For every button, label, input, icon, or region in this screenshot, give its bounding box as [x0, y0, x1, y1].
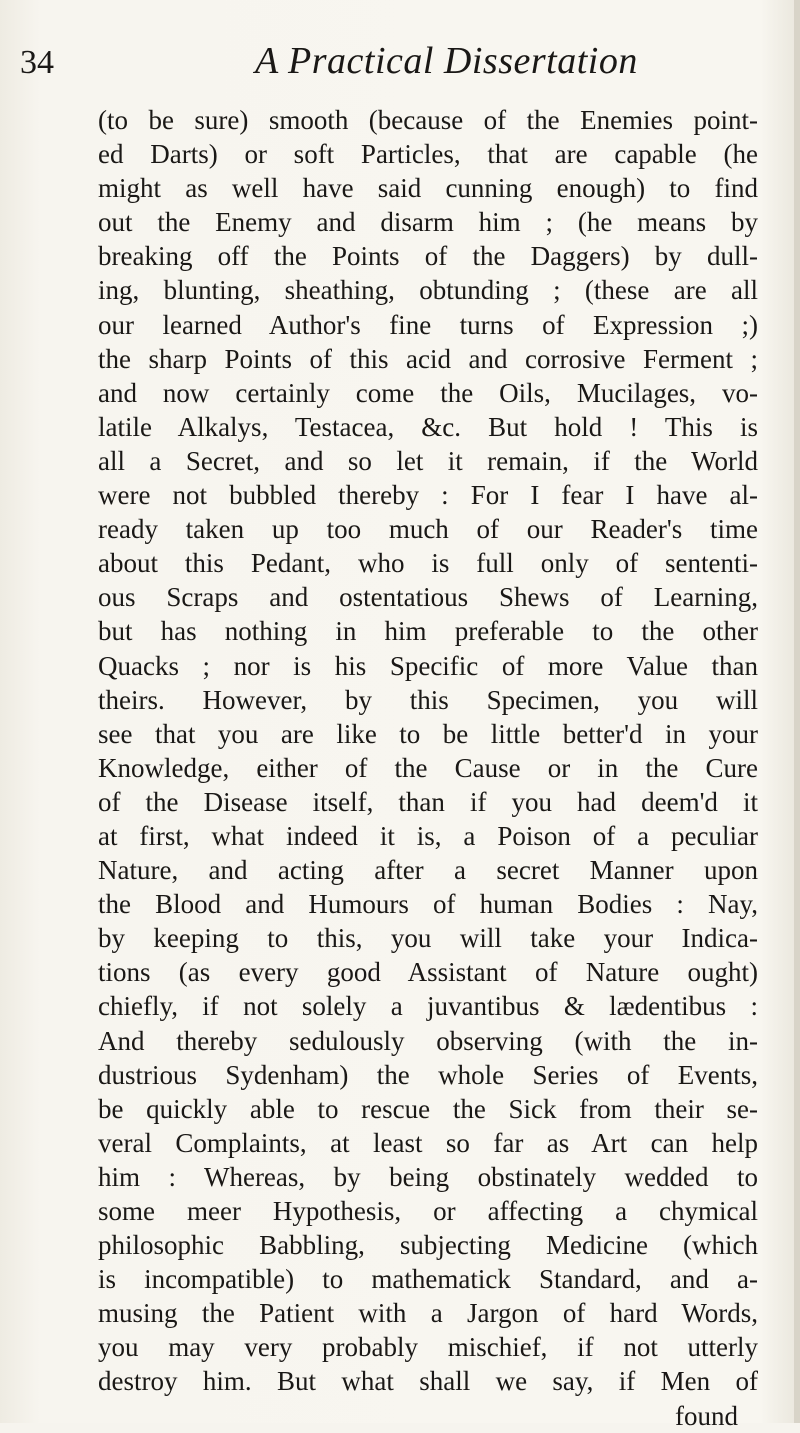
text-line: and now certainly come the Oils, Mucilages, vo-	[98, 377, 758, 408]
text-line: chiefly, if not solely a juvantibus & lædentibus :	[98, 991, 758, 1022]
text-line: tions (as every good Assistant of Nature ought)	[98, 957, 758, 988]
text-line: And thereby sedulously observing (with the in-	[98, 1025, 758, 1056]
page-edge	[794, 0, 800, 1423]
text-line: might as well have said cunning enough) to find	[98, 173, 758, 204]
text-line: the sharp Points of this acid and corrosive Ferment ;	[98, 343, 758, 374]
text-line: ing, blunting, sheathing, obtunding ; (these are all	[98, 275, 758, 306]
text-line: you may very probably mischief, if not utterly	[98, 1332, 758, 1363]
text-line: by keeping to this, you will take your Indica-	[98, 923, 758, 954]
text-line: our learned Author's fine turns of Expression ;)	[98, 309, 758, 340]
text-line: see that you are like to be little better'd in your	[98, 718, 758, 749]
text-line: latile Alkalys, Testacea, &c. But hold ! This is	[98, 411, 758, 442]
text-line: theirs. However, by this Specimen, you will	[98, 684, 758, 715]
text-line: be quickly able to rescue the Sick from their se-	[98, 1093, 758, 1124]
text-line: of the Disease itself, than if you had deem'd it	[98, 786, 758, 817]
text-line: were not bubbled thereby : For I fear I have al-	[98, 480, 758, 511]
text-line: but has nothing in him preferable to the other	[98, 616, 758, 647]
text-line: is incompatible) to mathematick Standard, and a-	[98, 1264, 758, 1295]
text-line: about this Pedant, who is full only of sententi-	[98, 548, 758, 579]
page-number: 34	[20, 44, 54, 81]
text-line: breaking off the Points of the Daggers) by dull-	[98, 241, 758, 272]
text-line: the Blood and Humours of human Bodies : Nay,	[98, 889, 758, 920]
text-line: veral Complaints, at least so far as Art can help	[98, 1127, 758, 1158]
text-line: musing the Patient with a Jargon of hard Words,	[98, 1298, 758, 1329]
text-line: ready taken up too much of our Reader's time	[98, 514, 758, 545]
text-line: all a Secret, and so let it remain, if the World	[98, 445, 758, 476]
text-line: ous Scraps and ostentatious Shews of Learning,	[98, 582, 758, 613]
text-line: ed Darts) or soft Particles, that are capable (he	[98, 139, 758, 170]
text-line: Nature, and acting after a secret Manner upon	[98, 855, 758, 886]
text-line: Knowledge, either of the Cause or in the Cure	[98, 752, 758, 783]
running-title: A Practical Dissertation	[255, 40, 638, 82]
text-line: out the Enemy and disarm him ; (he means by	[98, 207, 758, 238]
catchword: found	[675, 1400, 738, 1431]
text-line: some meer Hypothesis, or affecting a chymical	[98, 1196, 758, 1226]
text-line: him : Whereas, by being obstinately wedded to	[98, 1161, 758, 1192]
text-line: at first, what indeed it is, a Poison of a peculiar	[98, 820, 758, 851]
text-line: Quacks ; nor is his Specific of more Value than	[98, 650, 758, 681]
body-text	[98, 103, 758, 1433]
text-line: dustrious Sydenham) the whole Series of Events,	[98, 1059, 758, 1090]
text-line: destroy him. But what shall we say, if Men of	[98, 1366, 758, 1397]
text-line: (to be sure) smooth (because of the Enemies point-	[98, 105, 758, 135]
text-line: philosophic Babbling, subjecting Medicine (which	[98, 1230, 758, 1261]
